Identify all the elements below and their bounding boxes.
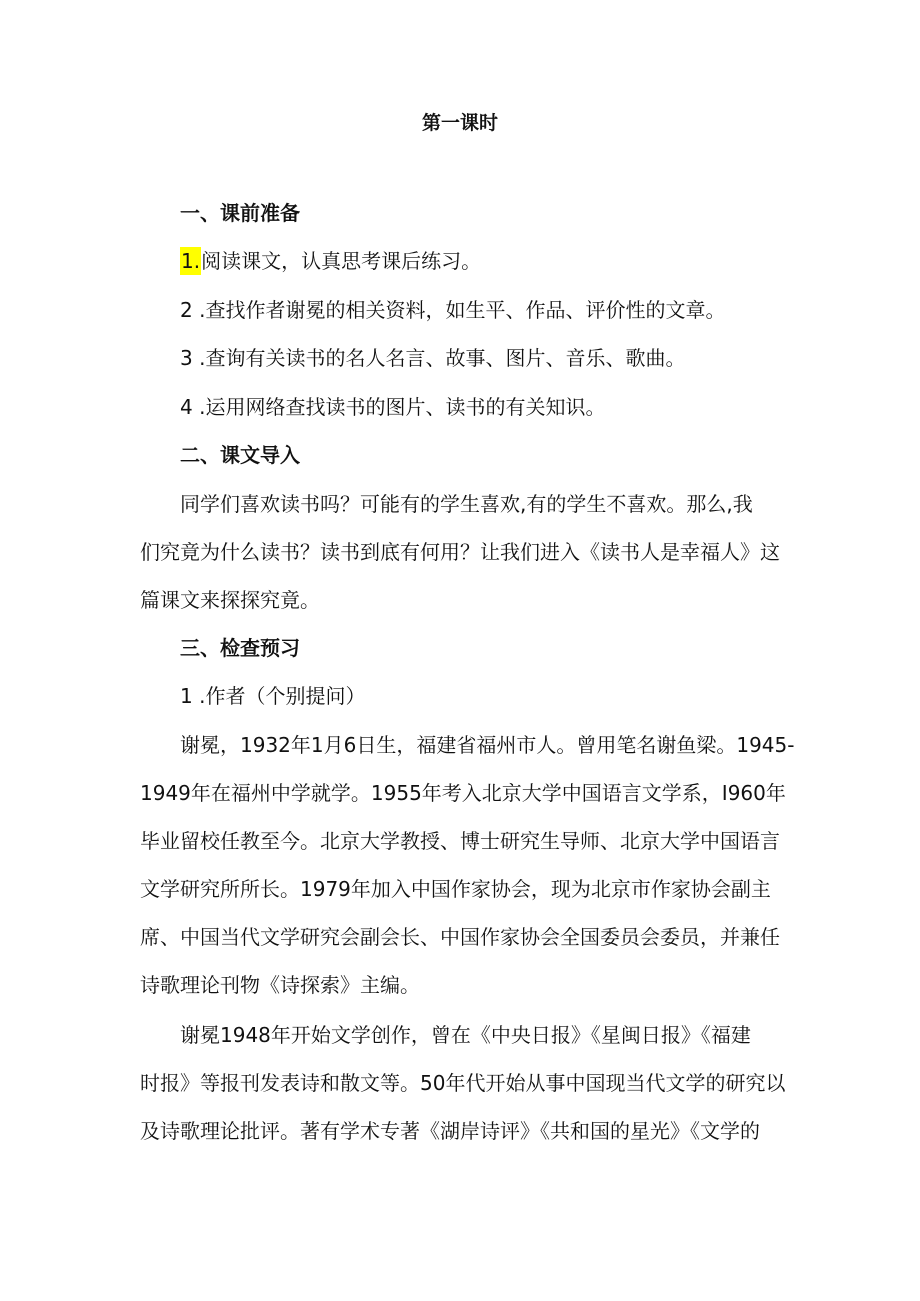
section-heading-intro: 二、课文导入 [180, 443, 300, 467]
intro-paragraph [140, 480, 780, 624]
paragraph-line: 文学研究所所长。1979年加入中国作家协会，现为北京市作家协会副主 [140, 877, 771, 901]
paragraph-line: 1949年在福州中学就学。1955年考入北京大学中国语言文学系，I960年 [140, 781, 786, 805]
prep-item-text: .查询有关读书的名人名言、故事、图片、音乐、歌曲。 [192, 346, 686, 370]
author-bio-paragraph [140, 721, 795, 1009]
paragraph-line: 们究竟为什么读书？读书到底有何用？让我们进入《读书人是幸福人》这 [140, 540, 780, 564]
paragraph-line: 谢冕，1932年1月6日生，福建省福州市人。曾用笔名谢鱼梁。1945- [180, 733, 795, 757]
paragraph-line: 诗歌理论刊物《诗探索》主编。 [140, 973, 420, 997]
paragraph-line: 席、中国当代文学研究会副会长、中国作家协会全国委员会委员，并兼任 [140, 925, 780, 949]
paragraph-line: 时报》等报刊发表诗和散文等。50年代开始从事中国现当代文学的研究以 [140, 1071, 786, 1095]
section-heading-prep: 一、课前准备 [180, 201, 300, 225]
prep-item-number: 4 [180, 395, 193, 419]
paragraph-line: 同学们喜欢读书吗？可能有的学生喜欢,有的学生不喜欢。那么,我 [180, 492, 753, 516]
prep-item-3 [180, 343, 685, 373]
paragraph-line: 谢冕1948年开始文学创作，曾在《中央日报》《星闽日报》《福建 [180, 1023, 751, 1047]
prep-item-text: 阅读课文，认真思考课后练习。 [201, 249, 482, 273]
prep-item-4 [180, 392, 605, 422]
prep-item-text: .运用网络查找读书的图片、读书的有关知识。 [192, 395, 606, 419]
prep-item-number: 3 [180, 346, 193, 370]
prep-item-number: 2 [180, 298, 193, 322]
page-title: 第一课时 [421, 112, 498, 134]
prep-item-1 [180, 246, 481, 276]
paragraph-line: 篇课文来探探究竟。 [140, 588, 320, 612]
review-subheading: 1 .作者（个别提问） [180, 684, 366, 708]
author-works-paragraph [140, 1011, 786, 1155]
paragraph-line: 毕业留校任教至今。北京大学教授、博士研究生导师、北京大学中国语言 [140, 829, 780, 853]
prep-item-text: .查找作者谢冕的相关资料，如生平、作品、评价性的文章。 [192, 298, 726, 322]
prep-item-2 [180, 295, 725, 325]
highlighted-number: 1. [181, 249, 201, 273]
section-heading-review: 三、检查预习 [180, 636, 300, 660]
paragraph-line: 及诗歌理论批评。著有学术专著《湖岸诗评》《共和国的星光》《文学的 [140, 1119, 760, 1143]
